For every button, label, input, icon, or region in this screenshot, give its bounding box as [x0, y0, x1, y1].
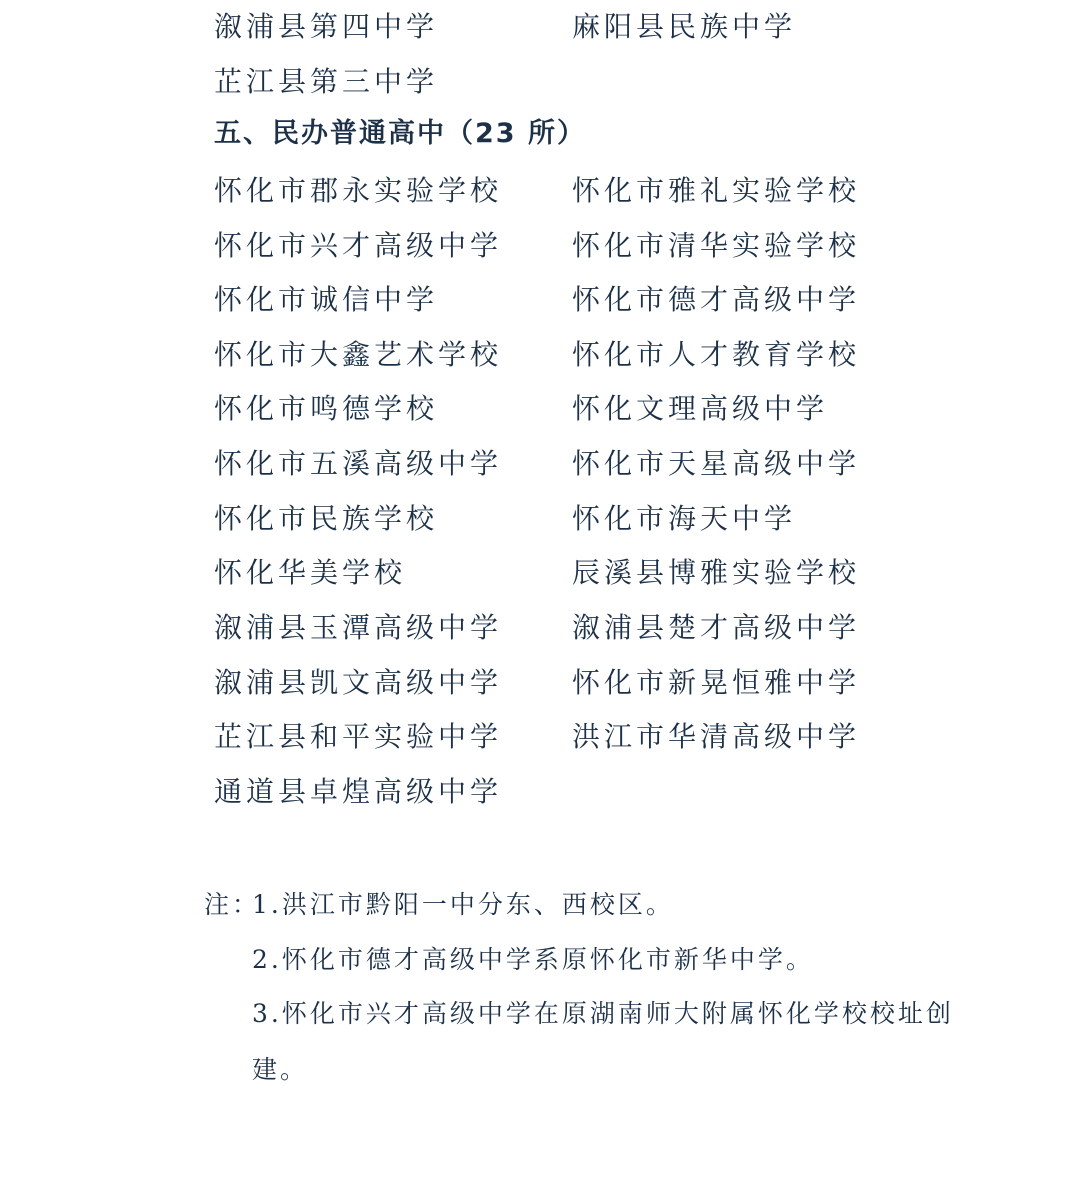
school-name: 怀化市大鑫艺术学校: [214, 338, 503, 371]
school-name: 麻阳县民族中学: [572, 10, 797, 43]
school-name: 怀化市郡永实验学校: [214, 174, 503, 207]
school-name: 怀化市民族学校: [214, 502, 439, 535]
note-item-continuation: 建。: [252, 1055, 309, 1084]
school-name: 怀化市诚信中学: [214, 283, 439, 316]
school-name: 怀化市海天中学: [572, 502, 797, 535]
school-name: 怀化市兴才高级中学: [214, 229, 503, 262]
school-name: 洪江市华清高级中学: [572, 720, 861, 753]
school-name: 辰溪县博雅实验学校: [572, 556, 861, 589]
section-heading: 五、民办普通高中（23 所）: [214, 118, 586, 149]
school-name: 怀化市鸣德学校: [214, 392, 439, 425]
school-name: 芷江县第三中学: [214, 65, 439, 98]
note-item: 1.洪江市黔阳一中分东、西校区。: [252, 890, 674, 919]
school-name: 怀化市清华实验学校: [572, 229, 861, 262]
note-item: 2.怀化市德才高级中学系原怀化市新华中学。: [252, 945, 814, 974]
school-name: 怀化市新晃恒雅中学: [572, 666, 861, 699]
school-name: 怀化文理高级中学: [572, 392, 829, 425]
note-item: 3.怀化市兴才高级中学在原湖南师大附属怀化学校校址创: [252, 999, 954, 1028]
school-name: 溆浦县楚才高级中学: [572, 611, 861, 644]
school-name: 溆浦县第四中学: [214, 10, 439, 43]
school-name: 溆浦县凯文高级中学: [214, 666, 503, 699]
note-label: 注：: [204, 890, 261, 919]
school-name: 怀化市德才高级中学: [572, 283, 861, 316]
school-name: 怀化市人才教育学校: [572, 338, 861, 371]
school-name: 怀化市五溪高级中学: [214, 447, 503, 480]
school-name: 溆浦县玉潭高级中学: [214, 611, 503, 644]
school-name: 怀化市天星高级中学: [572, 447, 861, 480]
school-name: 怀化华美学校: [214, 556, 407, 589]
school-name: 通道县卓煌高级中学: [214, 775, 503, 808]
school-name: 怀化市雅礼实验学校: [572, 174, 861, 207]
school-name: 芷江县和平实验中学: [214, 720, 503, 753]
